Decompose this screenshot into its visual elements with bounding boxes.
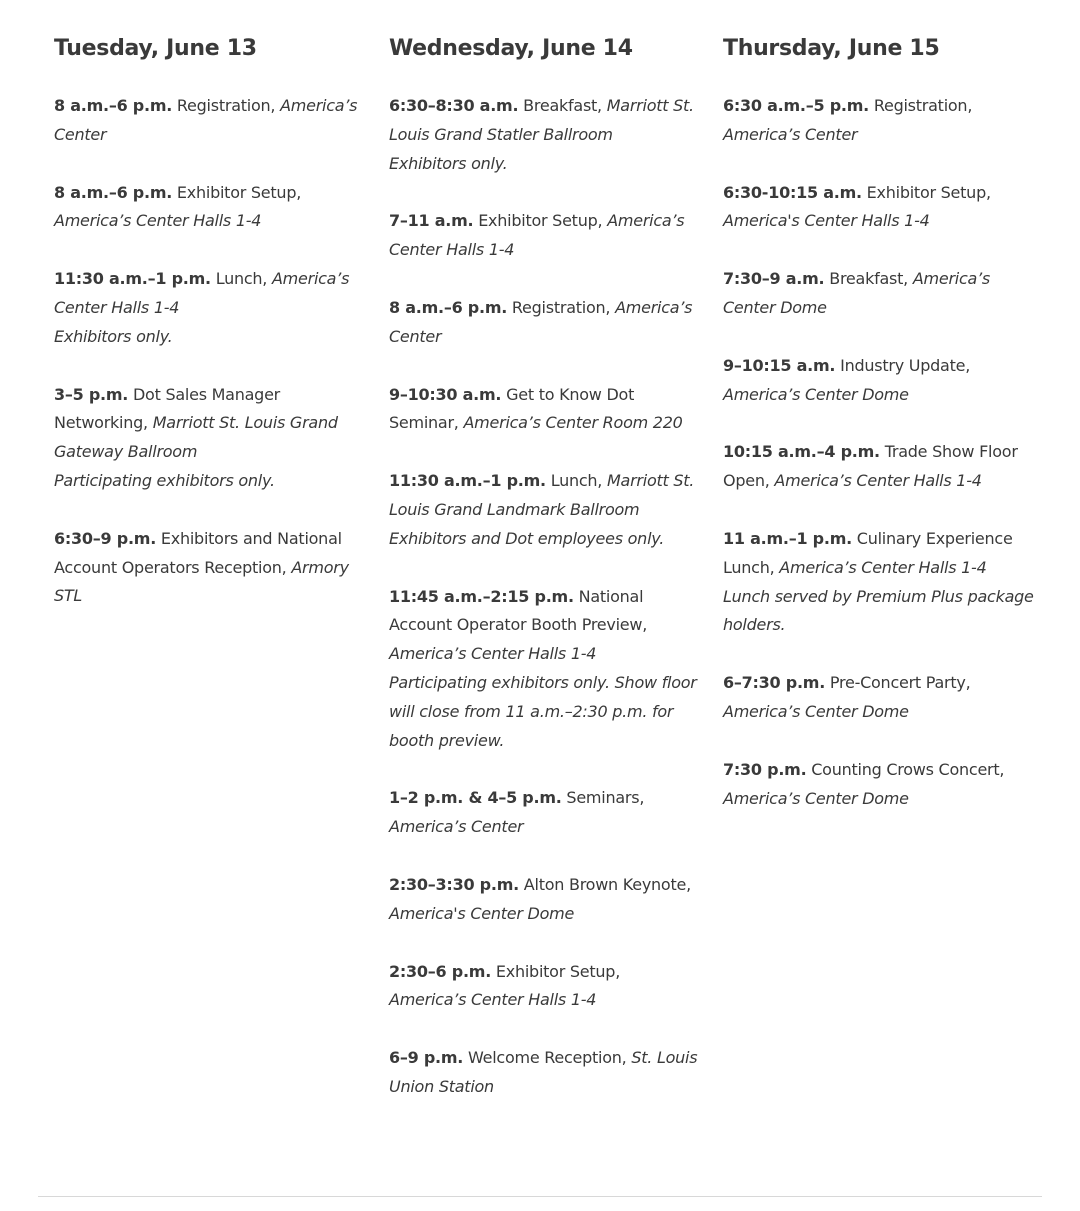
schedule-event [723, 92, 1035, 150]
schedule-event [389, 92, 701, 178]
event-time: 7:30 p.m. [723, 759, 807, 779]
event-time: 2:30–6 p.m. [389, 961, 492, 981]
schedule-event [723, 438, 1035, 496]
day-column-thursday [723, 34, 1035, 842]
schedule-event [389, 467, 701, 553]
schedule-event [54, 525, 366, 611]
event-venue: Marriott St. Louis Grand Statler Ballroom [389, 96, 694, 144]
event-venue: America’s Center Room 220 [463, 413, 683, 433]
event-time: 6–9 p.m. [389, 1048, 464, 1068]
event-activity: Welcome Reception, [467, 1048, 627, 1068]
schedule-event [389, 381, 701, 439]
event-time: 2:30–3:30 p.m. [389, 874, 519, 894]
event-venue: America’s Center Dome [723, 788, 909, 808]
event-activity: Exhibitor Setup, [478, 211, 603, 231]
event-activity: Culinary Experience Lunch, [723, 528, 1013, 577]
event-note: Exhibitors only. [54, 326, 173, 346]
event-activity: Get to Know Dot Seminar, [389, 384, 635, 433]
event-venue: America’s Center [389, 297, 693, 346]
event-activity: Pre-Concert Party, [829, 673, 971, 693]
schedule-event [54, 92, 366, 150]
event-activity: Exhibitors and National Account Operators Reception, [54, 528, 342, 577]
event-activity: Exhibitor Setup, [866, 182, 991, 202]
event-venue: America’s Center Halls 1-4 [54, 211, 262, 231]
schedule-event [389, 1044, 701, 1102]
schedule-event [723, 669, 1035, 727]
schedule-event [54, 381, 366, 496]
day-title: Thursday, June 15 [723, 36, 940, 61]
event-time: 8 a.m.–6 p.m. [54, 182, 173, 202]
event-venue: America’s Center Halls 1-4 [389, 644, 597, 664]
event-activity: Breakfast, [523, 96, 602, 115]
event-note: Participating exhibitors only. [54, 470, 275, 490]
event-activity: Industry Update, [840, 355, 971, 375]
event-venue: America’s Center [389, 817, 524, 837]
event-note: Lunch served by Premium Plus package holders. [723, 586, 1034, 635]
event-time: 10:15 a.m.–4 p.m. [723, 442, 880, 462]
event-venue: America’s Center Dome [723, 269, 990, 317]
event-venue: America's Center Dome [389, 903, 575, 923]
event-venue: America's Center Halls 1-4 [723, 211, 930, 231]
event-activity: Lunch, [550, 471, 603, 491]
event-time: 9–10:15 a.m. [723, 355, 836, 375]
event-time: 6:30-10:15 a.m. [723, 182, 862, 202]
event-time: 11:30 a.m.–1 p.m. [389, 471, 546, 491]
schedule-event [54, 265, 366, 351]
event-venue: America’s Center Dome [723, 701, 909, 721]
event-venue: America’s Center Dome [723, 384, 909, 404]
schedule-event [723, 352, 1035, 410]
schedule-event [723, 756, 1035, 814]
event-time: 11:30 a.m.–1 p.m. [54, 269, 211, 289]
event-time: 8 a.m.–6 p.m. [54, 96, 173, 115]
day-column-wednesday [389, 34, 701, 1131]
event-venue: America’s Center Halls 1-4 [54, 269, 350, 317]
day-title: Tuesday, June 13 [54, 36, 257, 61]
schedule-event [723, 179, 1035, 237]
schedule-event [389, 871, 701, 929]
event-venue: America’s Center [723, 124, 858, 144]
event-time: 9–10:30 a.m. [389, 384, 502, 404]
event-activity: Trade Show Floor Open, [723, 442, 1018, 491]
event-venue: America’s Center Halls 1-4 [389, 211, 685, 260]
schedule-event [723, 265, 1035, 323]
schedule-event [389, 294, 701, 352]
event-activity: Counting Crows Concert, [811, 759, 1005, 779]
event-venue: America’s Center [54, 96, 358, 144]
event-time: 6:30–8:30 a.m. [389, 96, 519, 115]
event-activity: Alton Brown Keynote, [523, 874, 691, 894]
event-time: 11:45 a.m.–2:15 p.m. [389, 586, 574, 606]
event-time: 7:30–9 a.m. [723, 269, 825, 289]
event-time: 6:30 a.m.–5 p.m. [723, 96, 869, 115]
event-venue: St. Louis Union Station [389, 1048, 698, 1096]
schedule-event [389, 583, 701, 756]
event-activity: Lunch, [215, 269, 268, 289]
event-time: 7–11 a.m. [389, 211, 474, 231]
event-venue: Armory STL [54, 557, 349, 606]
event-venue: Marriott St. Louis Grand Gateway Ballroom [54, 413, 338, 462]
day-title: Wednesday, June 14 [389, 36, 633, 61]
schedule-event [54, 179, 366, 237]
event-activity: Dot Sales Manager Networking, [54, 384, 280, 433]
event-time: 3–5 p.m. [54, 384, 129, 404]
schedule-event [723, 525, 1035, 640]
event-time: 6:30–9 p.m. [54, 528, 157, 548]
event-activity: Exhibitor Setup, [495, 961, 621, 981]
event-activity: National Account Operator Booth Preview, [389, 586, 648, 635]
event-time: 1–2 p.m. & 4–5 p.m. [389, 788, 562, 808]
event-activity: Exhibitor Setup, [176, 182, 302, 202]
event-time: 11 a.m.–1 p.m. [723, 528, 852, 548]
event-venue: Marriott St. Louis Grand Landmark Ballroom [389, 471, 695, 519]
event-activity: Seminars, [566, 788, 645, 808]
event-time: 8 a.m.–6 p.m. [389, 297, 508, 317]
event-time: 6–7:30 p.m. [723, 673, 826, 693]
schedule-event [389, 784, 701, 842]
day-column-tuesday [54, 34, 366, 640]
event-venue: America’s Center Halls 1-4 [779, 557, 987, 577]
event-note: Participating exhibitors only. Show floor will close from 11 a.m.–2:30 p.m. for booth preview. [389, 672, 697, 750]
schedule-event [389, 207, 701, 265]
event-venue: America’s Center Halls 1-4 [774, 471, 982, 491]
footer-divider [38, 1196, 1042, 1197]
event-activity: Breakfast, [829, 269, 908, 289]
event-venue: America’s Center Halls 1-4 [389, 990, 597, 1010]
event-activity: Registration, [873, 96, 973, 115]
event-note: Exhibitors and Dot employees only. [389, 528, 665, 548]
event-note: Exhibitors only. [389, 153, 508, 173]
event-activity: Registration, [511, 297, 611, 317]
schedule-event [389, 958, 701, 1016]
event-activity: Registration, [176, 96, 276, 115]
